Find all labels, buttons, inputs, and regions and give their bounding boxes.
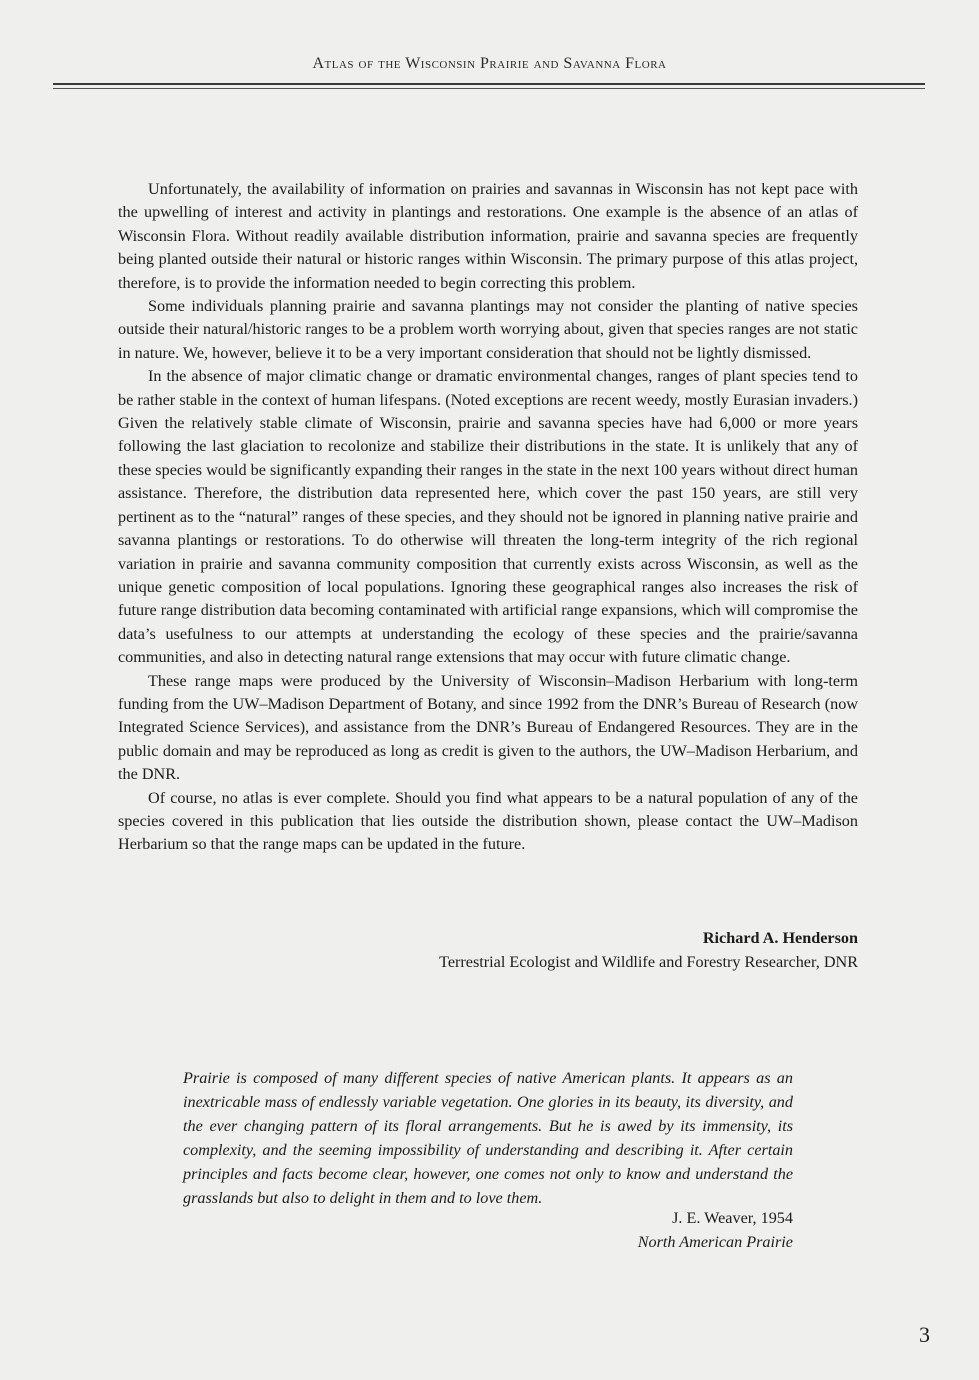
header-rule-thick xyxy=(53,83,925,85)
body-paragraph: In the absence of major climatic change or dramatic environmental changes, ranges of plant species tend to be rather stable in the context of human lifespans. (Noted exceptions are recent weedy, mostly Eurasian invaders.) Given the relatively stable climate of Wisconsin, prairie and savanna species have had 6,000 or more years following the last glaciation to recolonize and stabilize their distributions in the state. It is unlikely that any of these species would be significantly expanding their ranges in the state in the next 100 years without direct human assistance. Therefore, the distribution data represented here, which cover the past 150 years, are still very pertinent as to the “natural” ranges of these species, and they should not be ignored in planning native prairie and savanna plantings or restorations. To do otherwise will threaten the long-term integrity of the rich regional variation in prairie and savanna community composition that currently exists across Wisconsin, as well as the unique genetic composition of local populations. Ignoring these geographical ranges also increases the risk of future range distribution data becoming contaminated with artificial range expansions, which will compromise the data’s usefulness to our attempts at understanding the ecology of these species and the prairie/savanna communities, and also in detecting natural range extensions that may occur with future climatic change. xyxy=(118,367,858,667)
quote-attribution xyxy=(183,1206,793,1254)
body-paragraph: Of course, no atlas is ever complete. Should you find what appears to be a natural population of any of the species covered in this publication that lies outside the distribution shown, please contact the UW–Madison Herbarium so that the range maps can be updated in the future. xyxy=(118,788,858,854)
signature-name: Richard A. Henderson xyxy=(702,929,858,947)
quote-text: Prairie is composed of many different species of native American plants. It appears as an inextricable mass of endlessly variable vegetation. One glories in its beauty, its diversity, and the ever changing pattern of its floral arrangements. But he is awed by its immensity, its complexity, and the seeming impossibility of understanding and describing it. After certain principles and facts become clear, however, one comes not only to know and understand the grasslands but also to delight in them and to love them. xyxy=(183,1069,793,1207)
header-rule-thin xyxy=(53,88,925,89)
page-number: 3 xyxy=(919,1322,930,1347)
quote-author: J. E. Weaver, 1954 xyxy=(672,1209,793,1227)
epigraph-quote xyxy=(183,1066,793,1210)
quote-source: North American Prairie xyxy=(637,1233,793,1251)
body-paragraph: Some individuals planning prairie and savanna plantings may not consider the planting of native species outside their natural/historic ranges to be a problem worth worrying about, given that species ranges are not static in nature. We, however, believe it to be a very important consideration that should not be lightly dismissed. xyxy=(118,297,858,362)
signature-title: Terrestrial Ecologist and Wildlife and Forestry Researcher, DNR xyxy=(439,953,858,971)
body-paragraph: Unfortunately, the availability of information on prairies and savannas in Wisconsin has not kept pace with the upwelling of interest and activity in plantings and restorations. One example is the absence of an atlas of Wisconsin Flora. Without readily available distribution information, prairie and savanna species are frequently being planted outside their natural or historic ranges within Wisconsin. The primary purpose of this atlas project, therefore, is to provide the information needed to begin correcting this problem. xyxy=(118,180,858,292)
signature-block xyxy=(118,926,858,974)
body-text xyxy=(118,178,858,857)
body-paragraph: These range maps were produced by the University of Wisconsin–Madison Herbarium with long-term funding from the UW–Madison Department of Botany, and since 1992 from the DNR’s Bureau of Research (now Integrated Science Services), and assistance from the DNR’s Bureau of Endangered Resources. They are in the public domain and may be reproduced as long as credit is given to the authors, the UW–Madison Herbarium, and the DNR. xyxy=(118,671,858,784)
running-header: Atlas of the Wisconsin Prairie and Savanna Flora xyxy=(312,55,667,72)
